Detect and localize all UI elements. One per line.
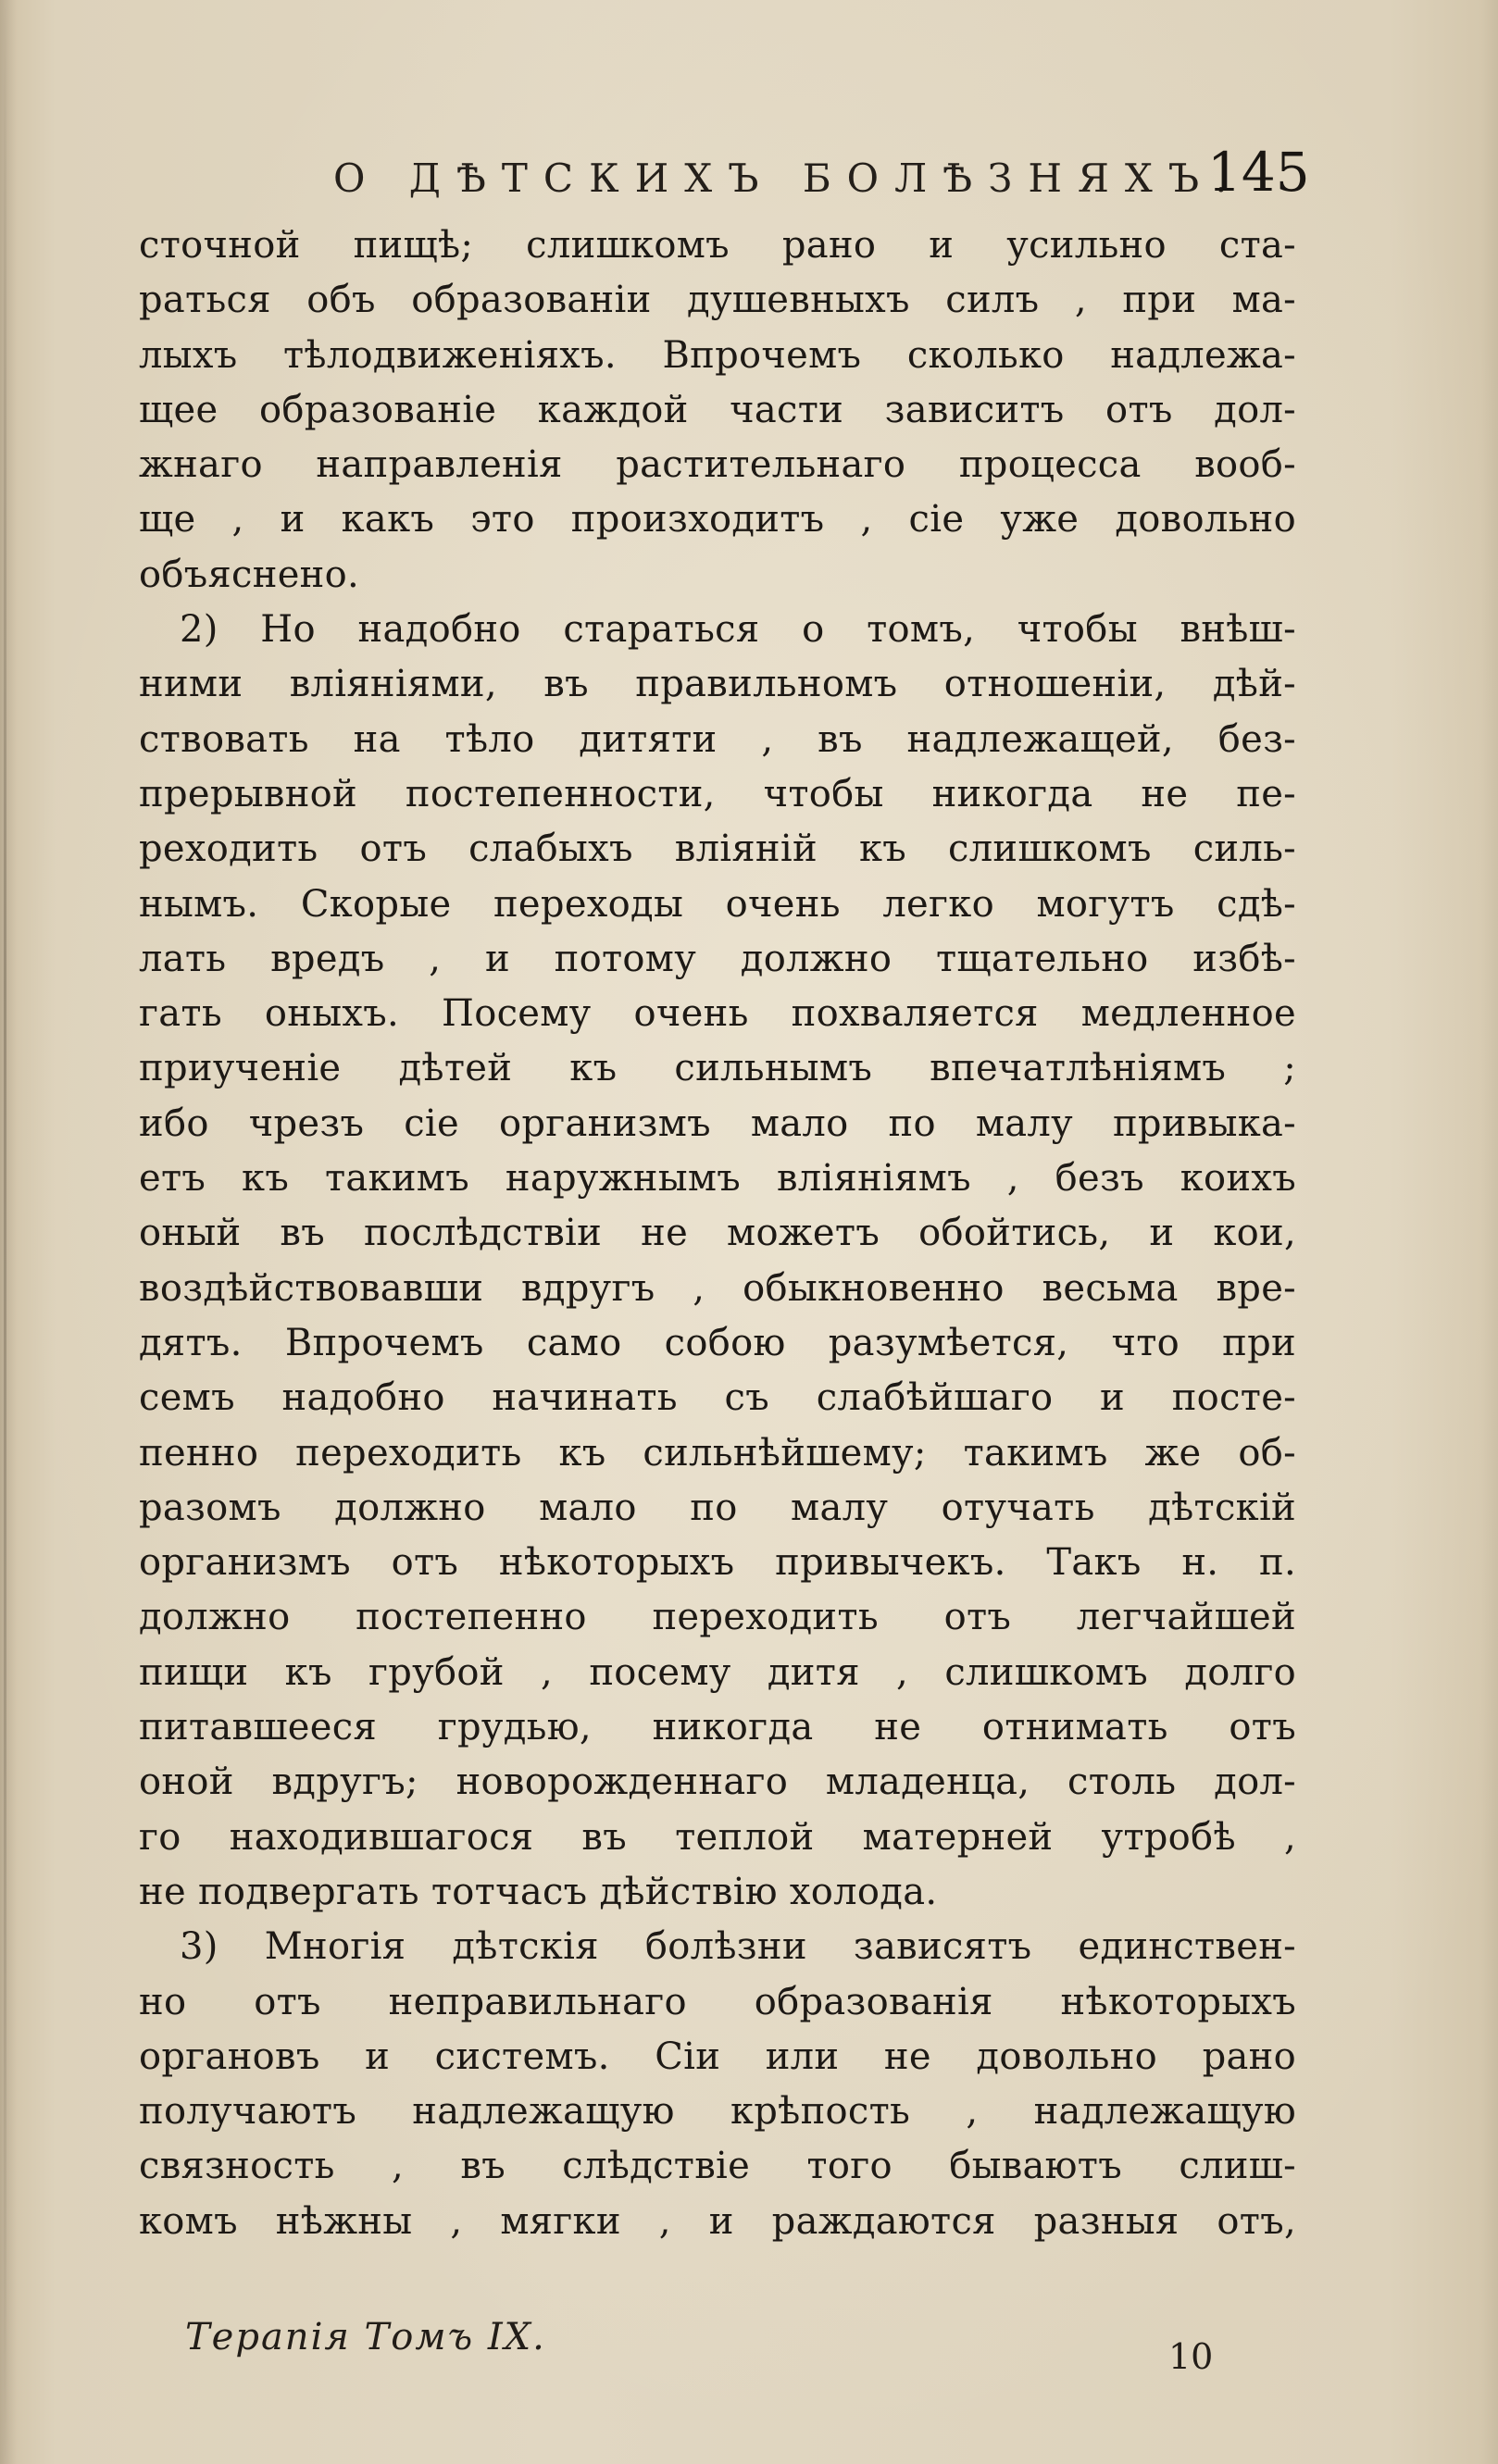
text-line: реходить отъ слабыхъ вліяній къ слишкомъ силь- [139,828,1296,871]
text-line: разомъ должно мало по малу отучать дѣтскій [139,1486,1296,1529]
text-line: ними вліяніями, въ правильномъ отношеніи, дѣй- [139,663,1296,706]
body-text [139,218,1296,2249]
text-line: щее образованіе каждой части зависитъ отъ дол- [139,388,1296,431]
text-line: объяснено. [139,553,360,596]
text-line: организмъ отъ нѣкоторыхъ привычекъ. Такъ н. п. [139,1541,1296,1585]
gutter-shadow [4,0,6,2464]
text-line: раться объ образованіи душевныхъ силъ , при ма- [139,279,1296,322]
text-line: должно постепенно переходить отъ легчайшей [139,1596,1296,1639]
text-line: пенно переходить къ сильнѣйшему; такимъ же об- [139,1431,1296,1475]
text-line: оной вдругъ; новорожденнаго младенца, столь дол- [139,1761,1296,1804]
paragraph-start-line: 3) Многія дѣтскія болѣзни зависятъ единствен- [180,1925,1296,1969]
text-line: ствовать на тѣло дитяти , въ надлежащей, без- [139,717,1296,761]
text-line: воздѣйствовавши вдругъ , обыкновенно весьма вре- [139,1266,1296,1310]
text-line: получаютъ надлежащую крѣпость , надлежащую [139,2090,1296,2134]
text-line: семъ надобно начинать съ слабѣйшаго и посте- [139,1376,1296,1420]
text-line: ще , и какъ это произходитъ , сіе уже довольно [139,498,1296,541]
text-line: жнаго направленія растительнаго процесса вооб- [139,443,1296,487]
text-line: комъ нѣжны , мягки , и раждаются разныя отъ, [139,2199,1296,2243]
text-line: прерывной постепенности, чтобы никогда не пе- [139,772,1296,815]
text-line: питавшееся грудью, никогда не отнимать отъ [139,1706,1296,1749]
text-line: не подвергать тотчасъ дѣйствію холода. [139,1870,938,1913]
text-line: приученіе дѣтей къ сильнымъ впечатлѣніямъ ; [139,1047,1296,1090]
text-line: но отъ неправильнаго образованія нѣкоторыхъ [139,1980,1296,2023]
text-line: ибо чрезъ сіе организмъ мало по малу привыка- [139,1101,1296,1145]
text-line: лыхъ тѣлодвиженіяхъ. Впрочемъ сколько надлежа- [139,333,1296,377]
text-line: связность , въ слѣдствіе того бываютъ слиш- [139,2145,1296,2188]
sheet-number: 10 [1168,2336,1214,2377]
running-head: О ДѢТСКИХЪ БОЛѢЗНЯХЪ. [333,156,1243,201]
text-line: нымъ. Скорые переходы очень легко могутъ сдѣ- [139,882,1296,926]
text-line: сточной пищѣ; слишкомъ рано и усильно ста- [139,224,1296,267]
signature-mark: Терапія Томъ IX. [185,2316,546,2358]
page-number: 145 [1207,141,1310,204]
text-line: го находившагося въ теплой матерней утробѣ , [139,1815,1296,1859]
text-line: пищи къ грубой , посему дитя , слишкомъ долго [139,1650,1296,1694]
text-line: органовъ и системъ. Сіи или не довольно рано [139,2035,1296,2078]
paragraph-start-line: 2) Но надобно стараться о томъ, чтобы внѣш- [180,608,1296,652]
text-line: оный въ послѣдствіи не можетъ обойтись, и кои, [139,1212,1296,1255]
text-line: дятъ. Впрочемъ само собою разумѣется, что при [139,1321,1296,1364]
text-line: гать оныхъ. Посему очень похваляется медленное [139,992,1296,1036]
text-line: етъ къ такимъ наружнымъ вліяніямъ , безъ коихъ [139,1157,1296,1201]
text-line: лать вредъ , и потому должно тщательно избѣ- [139,937,1296,980]
